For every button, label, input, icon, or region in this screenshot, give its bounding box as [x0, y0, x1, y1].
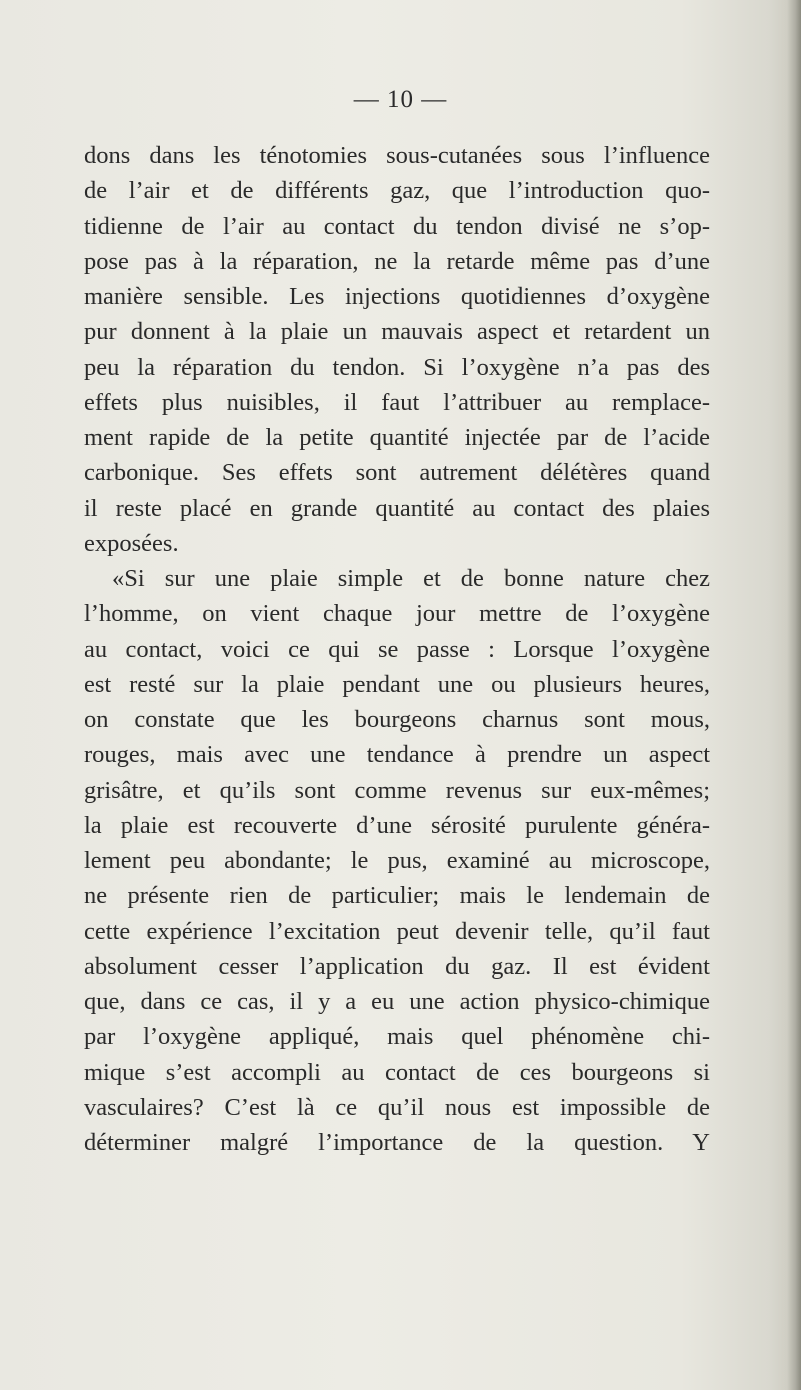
- body-text: [84, 138, 710, 1160]
- text-line: la plaie est recouverte d’une sérosité purulente généra-: [84, 811, 710, 839]
- text-line: manière sensible. Les injections quotidiennes d’oxygène: [84, 283, 710, 310]
- text-line: peu la réparation du tendon. Si l’oxygène n’a pas des: [84, 353, 710, 381]
- text-line: il reste placé en grande quantité au contact des plaies: [84, 494, 710, 522]
- text-line: grisâtre, et qu’ils sont comme revenus sur eux-mêmes;: [84, 776, 710, 804]
- text-line: exposées.: [84, 529, 179, 557]
- text-line: que, dans ce cas, il y a eu une action physico-chimique: [84, 988, 710, 1015]
- page-binding-shadow: [787, 0, 801, 1390]
- text-line: au contact, voici ce qui se passe : Lorsque l’oxygène: [84, 635, 710, 663]
- text-line: absolument cesser l’application du gaz. Il est évident: [84, 952, 710, 980]
- text-line: pur donnent à la plaie un mauvais aspect et retardent un: [84, 318, 710, 346]
- text-line: par l’oxygène appliqué, mais quel phénomène chi-: [84, 1023, 710, 1051]
- text-line: tidienne de l’air au contact du tendon divisé ne s’op-: [84, 212, 710, 240]
- text-line: ment rapide de la petite quantité injectée par de l’acide: [84, 424, 710, 451]
- text-line: carbonique. Ses effets sont autrement délétères quand: [84, 459, 710, 487]
- text-line: ne présente rien de particulier; mais le lendemain de: [84, 882, 710, 910]
- page-number: — 10 —: [353, 86, 448, 113]
- text-line: cette expérience l’excitation peut devenir telle, qu’il faut: [84, 917, 710, 945]
- text-line: «Si sur une plaie simple et de bonne nature chez: [112, 565, 710, 592]
- text-line: déterminer malgré l’importance de la question. Y: [84, 1129, 710, 1156]
- text-line: mique s’est accompli au contact de ces bourgeons si: [84, 1058, 710, 1086]
- text-line: dons dans les ténotomies sous-cutanées sous l’influence: [84, 142, 710, 169]
- text-line: vasculaires? C’est là ce qu’il nous est impossible de: [84, 1093, 710, 1121]
- text-line: lement peu abondante; le pus, examiné au microscope,: [84, 847, 710, 874]
- text-line: on constate que les bourgeons charnus sont mous,: [84, 706, 710, 733]
- text-line: est resté sur la plaie pendant une ou plusieurs heures,: [84, 670, 710, 698]
- text-line: rouges, mais avec une tendance à prendre un aspect: [84, 741, 710, 769]
- text-line: l’homme, on vient chaque jour mettre de l’oxygène: [84, 600, 710, 628]
- text-line: effets plus nuisibles, il faut l’attribuer au remplace-: [84, 388, 710, 416]
- text-line: de l’air et de différents gaz, que l’introduction quo-: [84, 177, 710, 205]
- text-line: pose pas à la réparation, ne la retarde même pas d’une: [84, 247, 710, 275]
